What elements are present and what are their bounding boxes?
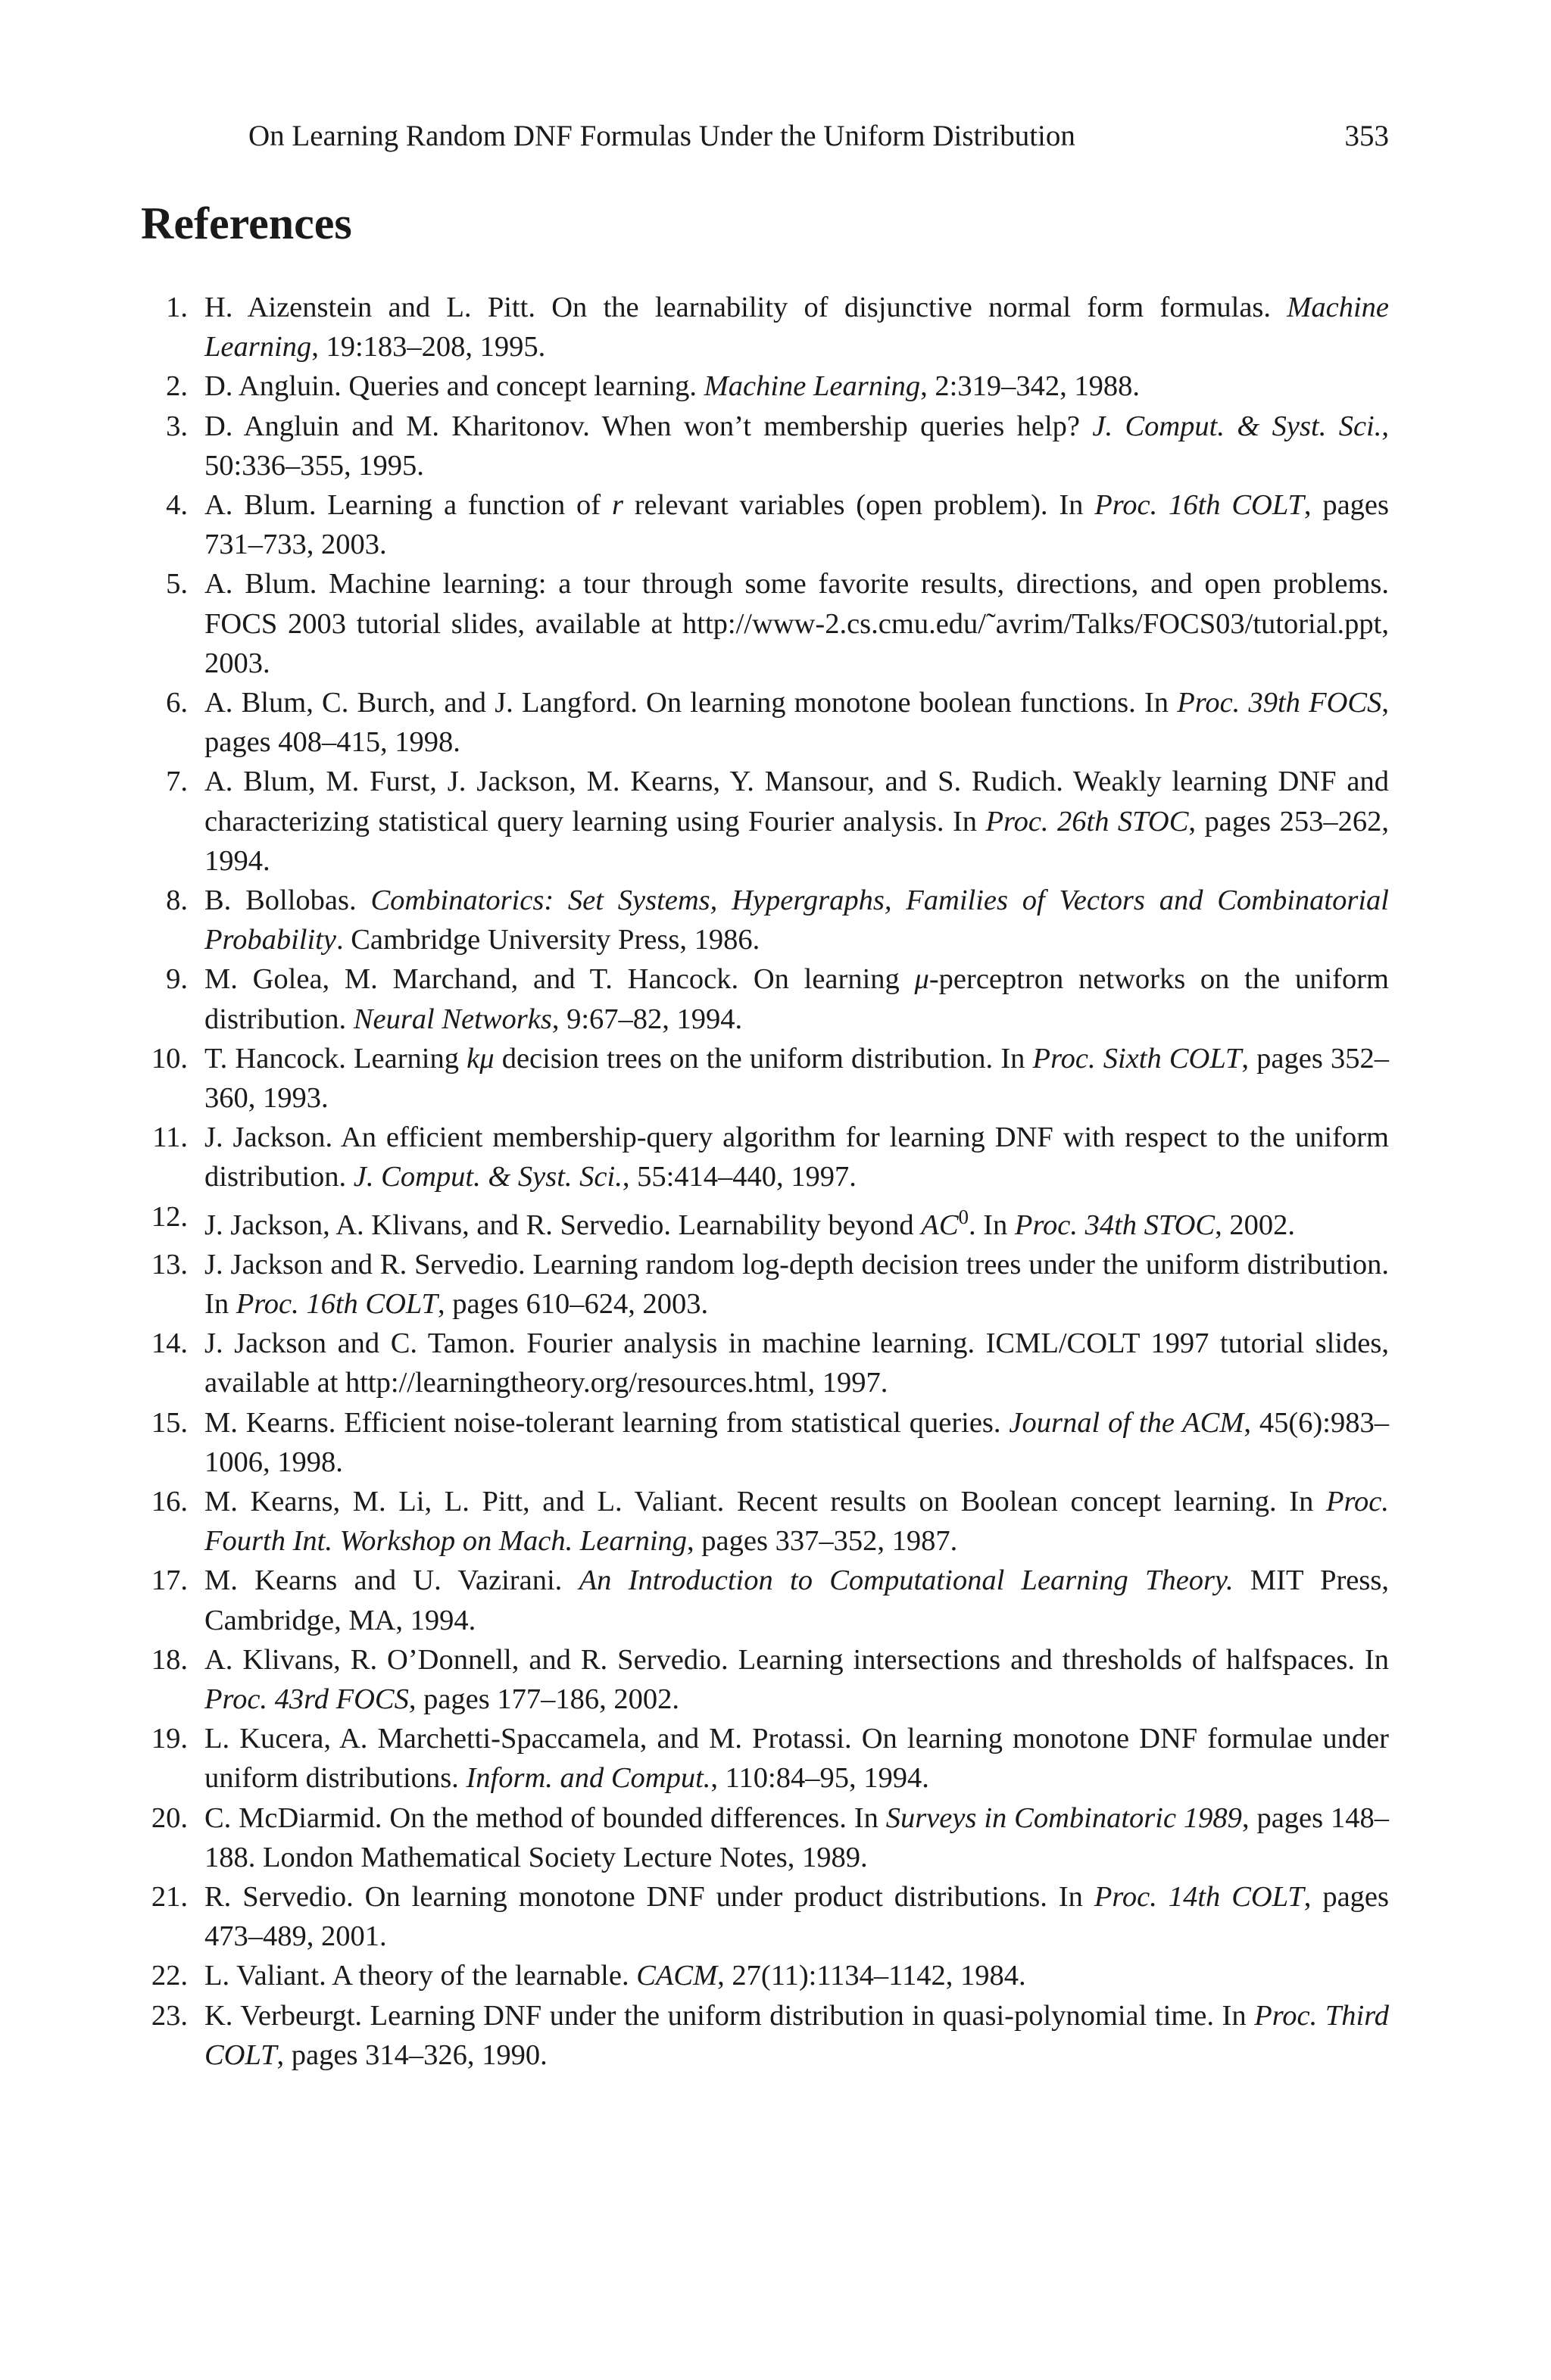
reference-segment: J. Jackson, A. Klivans, and R. Servedio. Learnability beyond xyxy=(204,1209,922,1241)
reference-italic-segment: kμ xyxy=(467,1042,495,1075)
reference-segment: . Cambridge University Press, 1986. xyxy=(335,924,760,956)
reference-segment: C. McDiarmid. On the method of bounded differences. In xyxy=(204,1801,886,1834)
page-number: 353 xyxy=(1344,120,1389,152)
reference-italic-segment: J. Comput. & Syst. Sci. xyxy=(1092,410,1382,442)
reference-item xyxy=(141,1640,1389,1719)
reference-item xyxy=(141,1956,1389,1995)
reference-number: 1. xyxy=(166,292,188,323)
reference-segment: M. Kearns, M. Li, L. Pitt, and L. Valiant. Recent results on Boolean concept learning. In xyxy=(204,1485,1326,1518)
reference-item xyxy=(141,367,1389,406)
reference-text xyxy=(204,1327,1389,1399)
reference-item xyxy=(141,1118,1389,1196)
reference-segment: -perceptron networks on the uniform distribution. xyxy=(204,963,1389,1035)
reference-segment: , 19:183–208, 1995. xyxy=(311,331,546,363)
reference-text xyxy=(204,687,1389,758)
reference-text xyxy=(204,1723,1389,1794)
reference-segment: M. Kearns. Efficient noise-tolerant learning from statistical queries. xyxy=(204,1406,1010,1439)
reference-segment: J. Jackson and C. Tamon. Fourier analysis in machine learning. ICML/COLT 1997 tutorial slides, available at http://learningtheory.org/resources.html, 1997. xyxy=(204,1327,1389,1399)
reference-number: 22. xyxy=(151,1960,188,1992)
reference-number: 6. xyxy=(166,687,188,719)
reference-text xyxy=(204,1205,1295,1241)
reference-segment: , 2:319–342, 1988. xyxy=(920,370,1140,403)
reference-text xyxy=(204,766,1389,876)
reference-segment: R. Servedio. On learning monotone DNF under product distributions. In xyxy=(204,1880,1094,1913)
reference-segment: , 45(6):983–1006, 1998. xyxy=(204,1406,1389,1478)
reference-segment: , pages 408–415, 1998. xyxy=(204,687,1389,759)
reference-segment: , pages 148–188. London Mathematical Society Lecture Notes, 1989. xyxy=(204,1801,1389,1873)
reference-segment: , pages 314–326, 1990. xyxy=(276,2038,548,2071)
reference-italic-segment: Proc. Fourth Int. Workshop on Mach. Learning xyxy=(204,1485,1389,1558)
reference-number: 23. xyxy=(151,1999,188,2032)
reference-italic-segment: Proc. Third COLT xyxy=(204,1999,1389,2071)
reference-item xyxy=(141,1877,1389,1956)
reference-text xyxy=(204,884,1389,956)
running-title: On Learning Random DNF Formulas Under the Uniform Distribution xyxy=(248,120,1075,152)
reference-segment: , pages 473–489, 2001. xyxy=(204,1880,1389,1953)
reference-italic-segment: Proc. 26th STOC xyxy=(985,805,1189,838)
reference-italic-segment: Journal of the ACM xyxy=(1009,1406,1244,1439)
reference-text xyxy=(204,1960,1026,1992)
reference-list xyxy=(141,288,1389,2075)
reference-text xyxy=(204,410,1389,482)
reference-italic-segment: Proc. 16th COLT xyxy=(236,1287,438,1320)
reference-segment: , 2002. xyxy=(1215,1209,1295,1241)
reference-number: 3. xyxy=(166,410,188,442)
reference-item xyxy=(141,959,1389,1038)
reference-italic-segment: Proc. 39th FOCS xyxy=(1177,687,1382,719)
reference-segment: , 110:84–95, 1994. xyxy=(710,1762,929,1795)
reference-item xyxy=(141,1719,1389,1798)
reference-text xyxy=(204,1802,1389,1873)
reference-item xyxy=(141,1403,1389,1482)
reference-segment: A. Blum. Machine learning: a tour through some favorite results, directions, and open problems. FOCS 2003 tutorial slides, available at http://www-2.cs.cmu.edu/˜avrim/Talks/FOCS03/tutorial.ppt, 2003. xyxy=(204,568,1389,679)
reference-segment: , pages 177–186, 2002. xyxy=(408,1683,680,1715)
reference-segment: A. Blum, C. Burch, and J. Langford. On learning monotone boolean functions. In xyxy=(204,687,1178,719)
reference-italic-segment: Machine Learning xyxy=(704,370,921,403)
reference-segment: , 55:414–440, 1997. xyxy=(622,1161,857,1193)
reference-italic-segment: Proc. Sixth COLT xyxy=(1032,1042,1242,1075)
reference-number: 19. xyxy=(151,1723,188,1755)
reference-text xyxy=(204,1644,1389,1715)
reference-italic-segment: Proc. 16th COLT xyxy=(1094,489,1304,522)
reference-superscript: 0 xyxy=(958,1205,969,1228)
reference-item xyxy=(141,683,1389,762)
reference-segment: , 50:336–355, 1995. xyxy=(204,410,1389,482)
running-head xyxy=(141,114,1389,159)
reference-italic-segment: Neural Networks xyxy=(353,1003,552,1035)
reference-segment: , pages 253–262, 1994. xyxy=(204,805,1389,877)
section-title: References xyxy=(141,198,352,248)
reference-number: 14. xyxy=(151,1327,188,1360)
reference-segment: , 9:67–82, 1994. xyxy=(551,1003,743,1035)
reference-text xyxy=(204,1564,1389,1636)
reference-italic-segment: Proc. 34th STOC xyxy=(1014,1209,1216,1241)
reference-number: 21. xyxy=(151,1880,188,1913)
reference-number: 16. xyxy=(151,1485,188,1518)
reference-item xyxy=(141,564,1389,683)
reference-segment: decision trees on the uniform distribution. In xyxy=(494,1042,1033,1075)
reference-number: 8. xyxy=(166,884,188,917)
reference-segment: , 27(11):1134–1142, 1984. xyxy=(717,1960,1026,1992)
reference-italic-segment: CACM xyxy=(636,1960,718,1992)
reference-number: 18. xyxy=(151,1643,188,1676)
reference-italic-segment: An Introduction to Computational Learning Theory. xyxy=(579,1564,1234,1597)
reference-text xyxy=(204,568,1389,678)
reference-italic-segment: AC xyxy=(921,1209,959,1241)
reference-italic-segment: Surveys in Combinatoric 1989 xyxy=(885,1801,1242,1834)
reference-segment: J. Jackson and R. Servedio. Learning random log-depth decision trees under the uniform distribution. In xyxy=(204,1248,1389,1320)
reference-item xyxy=(141,1996,1389,2075)
reference-text xyxy=(204,1043,1389,1114)
reference-segment: M. Kearns and U. Vazirani. xyxy=(204,1564,579,1597)
reference-text xyxy=(204,370,1140,402)
reference-segment: K. Verbeurgt. Learning DNF under the uniform distribution in quasi-polynomial time. In xyxy=(204,1999,1255,2032)
reference-item xyxy=(141,288,1389,367)
reference-segment: B. Bollobas. xyxy=(204,884,371,917)
reference-segment: , pages 337–352, 1987. xyxy=(687,1525,958,1558)
reference-number: 10. xyxy=(151,1042,188,1075)
reference-segment: T. Hancock. Learning xyxy=(204,1042,467,1075)
reference-item xyxy=(141,762,1389,881)
reference-italic-segment: Inform. and Comput. xyxy=(466,1762,711,1795)
reference-item xyxy=(141,1482,1389,1561)
reference-italic-segment: Combinatorics: Set Systems, Hypergraphs, Families of Vectors and Combinatorial Probability xyxy=(204,884,1390,956)
reference-text xyxy=(204,963,1389,1034)
reference-text xyxy=(204,1881,1389,1952)
reference-segment: , pages 610–624, 2003. xyxy=(437,1287,709,1320)
reference-text xyxy=(204,1249,1389,1320)
reference-item xyxy=(141,407,1389,485)
reference-number: 12. xyxy=(151,1200,188,1233)
reference-item xyxy=(141,1039,1389,1118)
reference-segment: . In xyxy=(968,1209,1015,1241)
reference-italic-segment: Proc. 43rd FOCS xyxy=(204,1683,409,1715)
reference-item xyxy=(141,1245,1389,1324)
reference-number: 2. xyxy=(166,370,188,403)
reference-number: 9. xyxy=(166,963,188,996)
reference-text xyxy=(204,1121,1389,1193)
reference-segment: D. Angluin. Queries and concept learning. xyxy=(204,370,704,403)
reference-text xyxy=(204,1486,1389,1557)
reference-italic-segment: Machine Learning xyxy=(204,292,1389,363)
reference-number: 4. xyxy=(166,489,188,522)
reference-segment: MIT Press, Cambridge, MA, 1994. xyxy=(204,1564,1389,1636)
reference-number: 17. xyxy=(151,1564,188,1597)
reference-segment: L. Kucera, A. Marchetti-Spaccamela, and M. Protassi. On learning monotone DNF formulae under uniform distributions. xyxy=(204,1723,1389,1795)
reference-segment: D. Angluin and M. Kharitonov. When won’t membership queries help? xyxy=(204,410,1093,442)
reference-segment: , pages 352–360, 1993. xyxy=(204,1042,1389,1115)
reference-italic-segment: J. Comput. & Syst. Sci. xyxy=(353,1161,623,1193)
reference-item xyxy=(141,485,1389,564)
reference-segment: L. Valiant. A theory of the learnable. xyxy=(204,1960,637,1992)
reference-italic-segment: μ xyxy=(914,963,929,996)
reference-text xyxy=(204,292,1389,363)
reference-item xyxy=(141,1561,1389,1639)
reference-segment: A. Klivans, R. O’Donnell, and R. Servedio. Learning intersections and thresholds of halfspaces. In xyxy=(204,1643,1389,1676)
reference-segment: relevant variables (open problem). In xyxy=(623,489,1095,522)
reference-italic-segment: Proc. 14th COLT xyxy=(1094,1880,1304,1913)
reference-number: 11. xyxy=(152,1121,188,1154)
reference-segment: A. Blum. Learning a function of xyxy=(204,489,612,522)
reference-item xyxy=(141,1197,1389,1245)
reference-item xyxy=(141,1324,1389,1402)
reference-text xyxy=(204,1407,1389,1478)
reference-item xyxy=(141,1798,1389,1877)
reference-item xyxy=(141,881,1389,959)
reference-number: 7. xyxy=(166,766,188,798)
reference-segment: M. Golea, M. Marchand, and T. Hancock. On learning xyxy=(204,963,915,996)
reference-number: 13. xyxy=(151,1248,188,1280)
reference-text xyxy=(204,489,1389,560)
reference-text xyxy=(204,2000,1389,2071)
reference-segment: J. Jackson. An efficient membership-query algorithm for learning DNF with respect to the uniform distribution. xyxy=(204,1121,1389,1193)
reference-segment: A. Blum, M. Furst, J. Jackson, M. Kearns, Y. Mansour, and S. Rudich. Weakly learning DNF and characterizing statistical query learning using Fourier analysis. In xyxy=(204,766,1389,838)
reference-number: 5. xyxy=(166,568,188,600)
reference-number: 20. xyxy=(151,1801,188,1834)
reference-italic-segment: r xyxy=(611,489,623,522)
reference-segment: H. Aizenstein and L. Pitt. On the learnability of disjunctive normal form formulas. xyxy=(204,292,1287,323)
reference-number: 15. xyxy=(151,1406,188,1439)
reference-segment: , pages 731–733, 2003. xyxy=(204,489,1389,561)
